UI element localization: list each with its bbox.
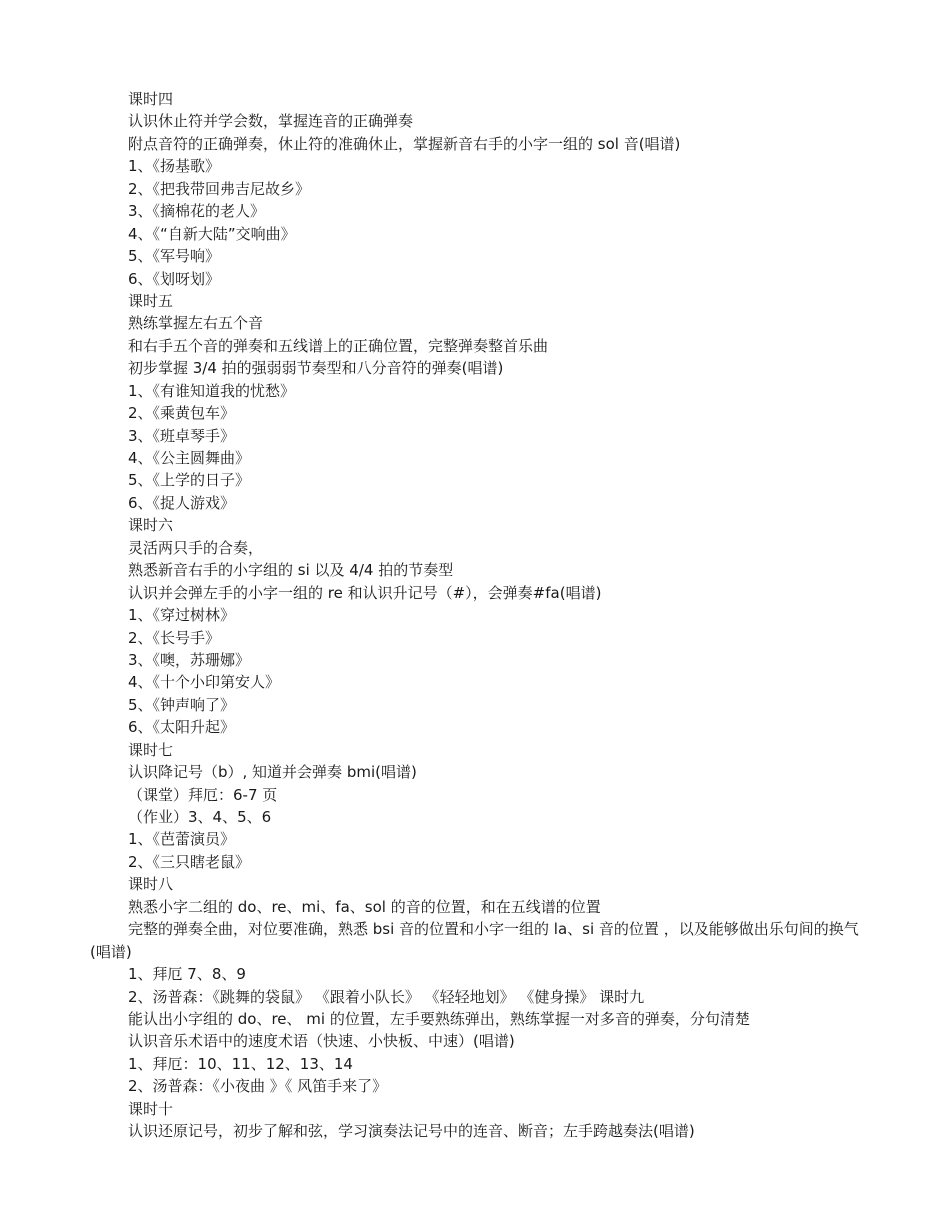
text-line: 认识还原记号，初步了解和弦，学习演奏法记号中的连音、断音；左手跨越奏法(唱谱) — [128, 1122, 695, 1141]
list-item: 2、汤普森：《小夜曲 》《 风笛手来了》 — [128, 1077, 388, 1096]
lesson-heading: 课时七 — [128, 740, 174, 759]
text-line: 认识并会弹左手的小字一组的 re 和认识升记号（#），会弹奏#fa(唱谱) — [128, 583, 602, 602]
list-item: 1、《穿过树林》 — [128, 606, 236, 625]
list-item: 3、《班卓琴手》 — [128, 426, 236, 445]
list-item: 4、《十个小印第安人》 — [128, 673, 281, 692]
list-item: 6、《太阳升起》 — [128, 718, 236, 737]
list-item: 4、《公主圆舞曲》 — [128, 449, 251, 467]
list-item: 4、《“自新大陆”交响曲》 — [128, 224, 296, 243]
text-line: 附点音符的正确弹奏，休止符的准确休止，掌握新音右手的小字一组的 sol 音(唱谱) — [128, 134, 681, 153]
document-body — [0, 88, 950, 1143]
lesson-heading: 课时八 — [128, 875, 174, 894]
text-line: 初步掌握 3/4 拍的强弱弱节奏型和八分音符的弹奏(唱谱) — [128, 359, 504, 378]
text-line: 熟悉小字二组的 do、re、mi、fa、sol 的音的位置，和在五线谱的位置 — [128, 897, 601, 916]
text-line: 认识降记号（b）, 知道并会弹奏 bmi(唱谱) — [128, 763, 417, 782]
list-item: 5、《上学的日子》 — [128, 471, 251, 490]
list-item: 2、汤普森：《跳舞的袋鼠》 《跟着小队长》 《轻轻地划》 《健身操》 课时九 — [128, 987, 645, 1006]
text-line: 认识音乐术语中的速度术语（快速、小快板、中速）(唱谱) — [128, 1032, 515, 1051]
list-item: 1、拜厄：10、11、12、13、14 — [128, 1054, 353, 1073]
list-item: 2、《把我带回弗吉尼故乡》 — [128, 179, 311, 198]
list-item: 3、《摘棉花的老人》 — [128, 202, 266, 221]
list-item: 5、《军号响》 — [128, 247, 221, 266]
list-item: 6、《划呀划》 — [128, 269, 221, 288]
text-line: 能认出小字组的 do、re、 mi 的位置，左手要熟练弹出，熟练掌握一对多音的弹奏，分句清楚 — [128, 1009, 750, 1028]
text-line: 灵活两只手的合奏， — [128, 538, 264, 557]
text-line: 和右手五个音的弹奏和五线谱上的正确位置，完整弹奏整首乐曲 — [128, 336, 549, 355]
text-line: （作业）3、4、5、6 — [128, 808, 272, 826]
lesson-heading: 课时四 — [128, 90, 174, 108]
lesson-heading: 课时六 — [128, 516, 174, 535]
list-item: 1、《扬基歌》 — [128, 157, 221, 176]
list-item: 1、《有谁知道我的忧愁》 — [128, 381, 296, 400]
list-item: 6、《捉人游戏》 — [128, 493, 236, 512]
list-item: 2、《乘黄包车》 — [128, 404, 236, 423]
text-paragraph: 完整的弹奏全曲，对位要准确，熟悉 bsi 音的位置和小字一组的 la、si 音的位置 ，以及能够做出乐句间的换气(唱谱) — [90, 920, 859, 961]
list-item: 5、《钟声响了》 — [128, 695, 236, 714]
list-item: 1、拜厄 7、8、9 — [128, 965, 246, 984]
list-item: 2、《三只瞎老鼠》 — [128, 852, 251, 871]
list-item: 3、《噢，苏珊娜》 — [128, 650, 251, 669]
lesson-heading: 课时五 — [128, 291, 174, 310]
text-line: （课堂）拜厄：6-7 页 — [128, 785, 278, 804]
text-line: 熟悉新音右手的小字组的 si 以及 4/4 拍的节奏型 — [128, 561, 454, 580]
lesson-heading: 课时十 — [128, 1099, 174, 1118]
list-item: 2、《长号手》 — [128, 628, 221, 647]
text-line: 认识休止符并学会数，掌握连音的正确弹奏 — [128, 112, 414, 131]
list-item: 1、《芭蕾演员》 — [128, 830, 236, 849]
text-line: 熟练掌握左右五个音 — [128, 314, 264, 333]
